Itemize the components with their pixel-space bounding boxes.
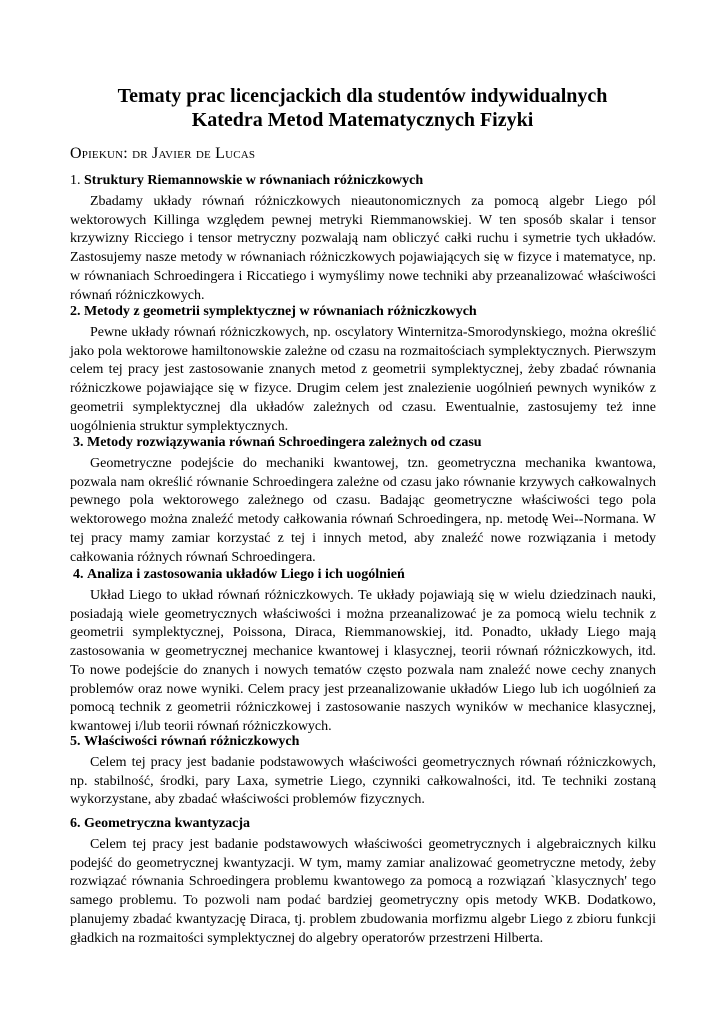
section-1-heading <box>70 172 423 190</box>
section-1-title: Struktury Riemannowskie w równaniach różniczkowych <box>84 173 424 188</box>
section-4-title: Analiza i zastosowania układów Liego i ich uogólnień <box>87 567 405 582</box>
section-1-body: Zbadamy układy równań różniczkowych nieautonomicznych za pomocą algebr Liego pól wektorowych Killinga względem pewnej metryki Riemmanowskiej. W ten sposób skalar i tensor krzywizny Ricciego i tensor metryczny pozwalają nam obliczyć całki ruchu i symetrie tych układów. Zastosujemy nasze metody w równaniach różniczkowych pojawiających się w fizyce i matematyce, np. w równaniach Schroedingera i Riccatiego i wymyślimy nowe techniki aby przeanalizować właściwości równań różniczkowych. <box>70 194 656 303</box>
section-4-heading <box>73 566 405 584</box>
document-title-line-2: Katedra Metod Matematycznych Fizyki <box>191 109 534 131</box>
supervisor-line: Opiekun: dr Javier de Lucas <box>70 145 256 162</box>
section-1-number: 1. <box>70 173 81 188</box>
document-title-line-1: Tematy prac licencjackich dla studentów indywidualnych <box>117 85 608 107</box>
section-6-body: Celem tej pracy jest badanie podstawowych właściwości geometrycznych i algebraicznych kilku podejść do geometrycznej kwantyzacji. W tym, mamy zamiar analizować geometryczne metody, żeby rozwiązać równania Schroedingera problemu kwantowego za pomocą a rozwiązań `klasycznych' tego samego problemu. To pozwoli nam podać bardziej geometryczny opis metody WKB. Dodatkowo, planujemy zbadać kwantyzację Diraca, tj. problem zbudowania morfizmu algebr Liego z zbioru funkcji gładkich na rozmaitości symplektycznej do algebry operatorów przestrzeni Hilberta. <box>70 837 656 946</box>
section-5-body: Celem tej pracy jest badanie podstawowych właściwości geometrycznych równań różniczkowych, np. stabilność, środki, pary Laxa, symetrie Liego, czynniki całkowalności, itd. Te techniki zostaną wykorzystane, aby zbadać właściwości problemów fizycznych. <box>70 755 656 808</box>
section-3-heading <box>73 434 482 452</box>
section-2-body: Pewne układy równań różniczkowych, np. oscylatory Winternitza-Smorodynskiego, można określić jako pola wektorowe hamiltonowskie zależne od czasu na rozmaitościach symplektycznych. Pierwszym celem tej pracy jest zastosowanie znanych metod z geometrii symplektycznej, żeby zbadać równania różniczkowe pojawiające się w fizyce. Drugim celem jest znalezienie uogólnień pewnych wyników z geometrii symplektycznej dla układów zależnych od czasu. Ewentualnie, zastosujemy też inne uogólnienia struktur symplektycznych. <box>70 325 656 434</box>
section-5-heading <box>70 733 299 751</box>
section-6-title: Geometryczna kwantyzacja <box>84 816 251 831</box>
section-5-number: 5. <box>70 734 81 749</box>
section-5-title: Właściwości równań różniczkowych <box>84 734 300 749</box>
section-6-number: 6. <box>70 816 81 831</box>
section-3-body: Geometryczne podejście do mechaniki kwantowej, tzn. geometryczna mechanika kwantowa, pozwala nam określić równanie Schroedingera zależne od czasu jako równanie krzywych całkowalnych pewnego pola wektorowego zależnego od czasu. Badając geometryczne właściwości tego pola wektorowego można znaleźć metody całkowania równań Schroedingera, np. metodę Wei--Normana. W tej pracy mamy zamiar korzystać z tej i innych metod, aby znaleźć nowe rozwiązania i metody całkowania różnych równań Schroedingera. <box>70 456 656 565</box>
section-2-title: Metody z geometrii symplektycznej w równaniach różniczkowych <box>84 304 477 319</box>
section-2-heading <box>70 303 477 321</box>
section-4-number: 4. <box>73 567 84 582</box>
section-3-number: 3. <box>73 435 84 450</box>
section-3-title: Metody rozwiązywania równań Schroedingera zależnych od czasu <box>87 435 482 450</box>
section-4-body: Układ Liego to układ równań różniczkowych. Te układy pojawiają się w wielu dziedzinach nauki, posiadają wiele geometrycznych właściwości i można przeanalizować je za pomocą wielu technik z geometrii symplektycznej, Poissona, Diraca, Riemmanowskiej, itd. Ponadto, układy Liego mają zastosowania w geometrycznej mechanice kwantowej i klasycznej, teorii równań różniczkowych, itd. To nowe podejście do znanych i nowych tematów często pozwala nam znaleźć nowe cechy znanych problemów oraz nowe wyniki. Celem pracy jest przeanalizowanie układów Liego lub ich uogólnień za pomocą technik z geometrii różniczkowej i zastosowanie naszych wyników w mechanice klasycznej, kwantowej i/lub teorii równań różniczkowych. <box>70 588 656 734</box>
section-2-number: 2. <box>70 304 81 319</box>
section-6-heading <box>70 815 250 833</box>
